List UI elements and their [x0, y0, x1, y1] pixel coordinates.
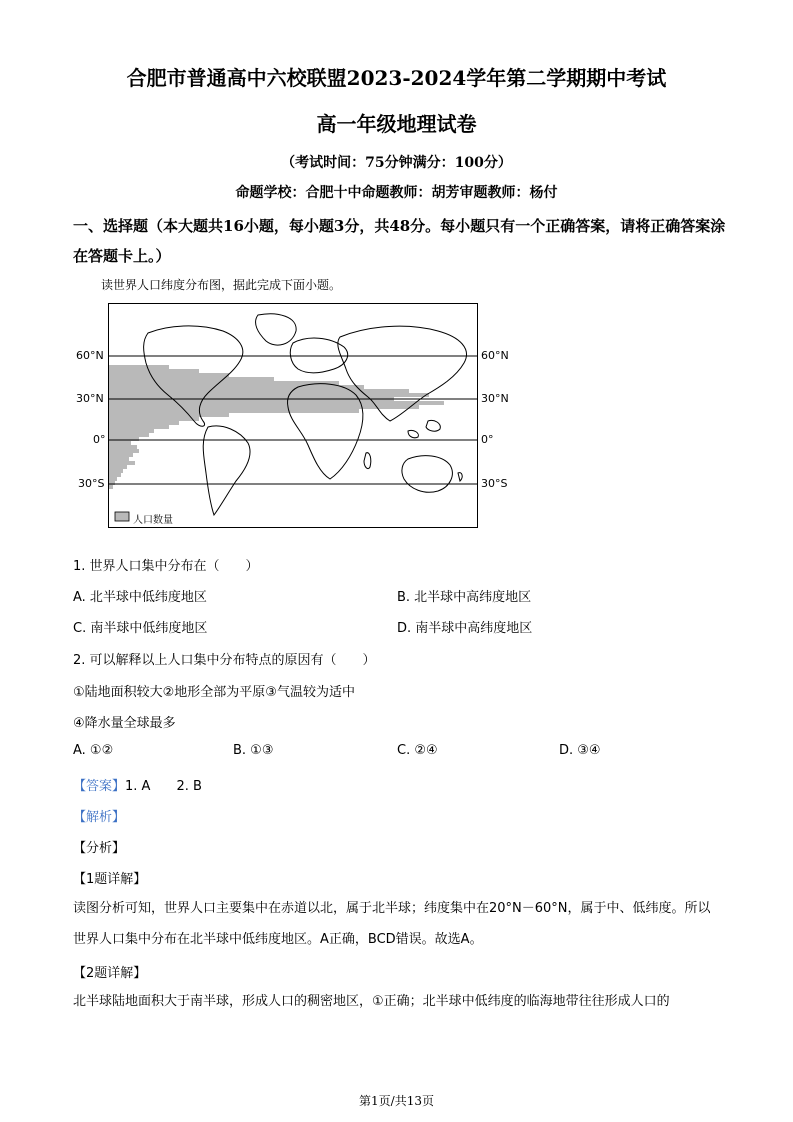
q2-reason-line-1: ①陆地面积较大②地形全部为平原③气温较为适中	[73, 685, 355, 700]
detail-1-label: 【1题详解】	[73, 872, 147, 887]
question-intro: 读世界人口纬度分布图，据此完成下面小题。	[101, 278, 342, 292]
question-2-stem: 2. 可以解释以上人口集中分布特点的原因有（ ）	[73, 653, 376, 668]
question-1-stem: 1. 世界人口集中分布在（ ）	[73, 559, 259, 574]
lat-label-right-60n: 60°N	[481, 349, 509, 362]
answer-line	[73, 775, 202, 794]
exam-info: （考试时间：75分钟满分：100分）	[281, 155, 512, 171]
lat-label-left-30s: 30°S	[78, 477, 105, 490]
q2-option-d: D. ③④	[559, 743, 601, 758]
fenxi-label: 【分析】	[73, 841, 126, 856]
section-heading: 一、选择题（本大题共16小题，每小题3分，共48分。每小题只有一个正确答案，请将正确答案涂在答题卡上。）	[73, 217, 726, 265]
answer-text: 1. A 2. B	[125, 779, 202, 794]
q1-option-b: B. 北半球中高纬度地区	[397, 590, 532, 605]
lat-label-right-0: 0°	[481, 433, 494, 446]
detail-2-text: 北半球陆地面积大于南半球，形成人口的稠密地区，①正确；北半球中低纬度的临海地带往往形成人口的	[73, 994, 670, 1009]
exam-title: 合肥市普通高中六校联盟2023-2024学年第二学期期中考试	[126, 66, 667, 90]
q2-option-a: A. ①②	[73, 743, 114, 758]
q2-option-c: C. ②④	[397, 743, 438, 758]
population-latitude-map	[108, 303, 478, 528]
legend	[115, 512, 129, 521]
q1-option-a: A. 北半球中低纬度地区	[73, 590, 207, 605]
detail-2-label: 【2题详解】	[73, 966, 147, 981]
lat-label-right-30s: 30°S	[481, 477, 508, 490]
answer-label: 【答案】	[73, 779, 126, 794]
detail-1-text: 读图分析可知，世界人口主要集中在赤道以北，属于北半球；纬度集中在20°N－60°N，属于中、低纬度。所以世界人口集中分布在北半球中低纬度地区。A正确，BCD错误。故选A。	[73, 901, 711, 947]
analysis-label: 【解析】	[73, 810, 126, 825]
exam-subtitle: 高一年级地理试卷	[316, 112, 477, 136]
q2-reason-line-2: ④降水量全球最多	[73, 716, 176, 731]
lat-label-right-30n: 30°N	[481, 392, 509, 405]
school-info: 命题学校：合肥十中命题教师：胡芳审题教师：杨付	[235, 185, 558, 201]
q1-option-c: C. 南半球中低纬度地区	[73, 621, 208, 636]
lat-label-left-30n: 30°N	[76, 392, 104, 405]
legend-label: 人口数量	[133, 515, 173, 526]
lat-label-left-0: 0°	[93, 433, 106, 446]
q2-option-b: B. ①③	[233, 743, 274, 758]
lat-label-left-60n: 60°N	[76, 349, 104, 362]
q1-option-d: D. 南半球中高纬度地区	[397, 621, 533, 636]
page-footer: 第1页/共13页	[359, 1094, 434, 1108]
